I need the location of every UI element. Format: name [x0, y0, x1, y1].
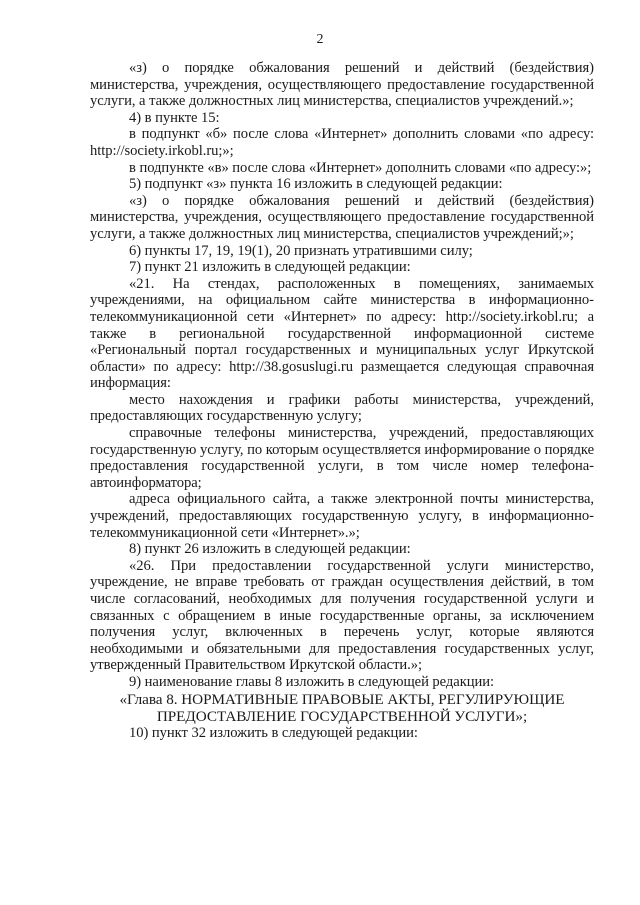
item-7-point-21: 7) пункт 21 изложить в следующей редакции: [129, 259, 411, 276]
document-body [90, 60, 594, 742]
point-26-new-text: «26. При предоставлении государственной услуги министерство, учреждение, не вправе требовать от граждан осуществления действий, в том числе согласований, необходимых для получения государственной услуги и связанных с обращением в иные государственные органы, за исключением получения услуг, включенных в перечень услуг, которые являются необходимыми и обязательными для предоставления государственных услуг, утвержденный Правительством Иркутской области.»; [90, 557, 594, 674]
item-8-point-26: 8) пункт 26 изложить в следующей редакции: [129, 541, 411, 558]
info-phone-numbers: справочные телефоны министерства, учреждений, предоставляющих государственную услугу, по которым осуществляется информирование о порядке предоставления государственной услуги, в том числе номер телефона-автоинформатора; [90, 425, 594, 491]
item-10-point-32: 10) пункт 32 изложить в следующей редакции: [129, 725, 418, 742]
item-4-point-15: 4) в пункте 15: [129, 109, 220, 126]
item-5-subpoint-z: 5) подпункт «з» пункта 16 изложить в следующей редакции: [129, 176, 503, 193]
info-location-schedule: место нахождения и графики работы министерства, учреждений, предоставляющих государственную услугу; [90, 391, 594, 425]
item-9-chapter-8-title: 9) наименование главы 8 изложить в следующей редакции: [129, 673, 495, 690]
point-21-new-text: «21. На стендах, расположенных в помещениях, занимаемых учреждениями, на официальном сайте министерства в информационно-телекоммуникационной сети «Интернет» по адресу: http://society.irkobl.ru; а также в региональной государственной информационной системе «Региональный портал государственных и муниципальных услуг Иркутской области» по адресу: http://38.gosuslugi.ru размещается следующая справочная информация: [90, 275, 594, 392]
chapter-8-heading: «Глава 8. НОРМАТИВНЫЕ ПРАВОВЫЕ АКТЫ, РЕГУЛИРУЮЩИЕ ПРЕДОСТАВЛЕНИЕ ГОСУДАРСТВЕННОЙ УСЛУГИ»; [119, 690, 565, 725]
item-6-repealed-points: 6) пункты 17, 19, 19(1), 20 признать утратившими силу; [129, 242, 473, 259]
page-number: 2 [316, 32, 324, 47]
info-website-email: адреса официального сайта, а также электронной почты министерства, учреждений, предоставляющих государственную услугу, в информационно-телекоммуникационной сети «Интернет».»; [90, 491, 594, 541]
subpoint-z-new-text: «з) о порядке обжалования решений и действий (бездействия) министерства, учреждения, осуществляющего предоставление государственной услуги, а также должностных лиц министерства, специалистов учреждений;»; [90, 192, 594, 242]
subitem-v-addition: в подпункте «в» после слова «Интернет» дополнить словами «по адресу:»; [129, 159, 592, 176]
subitem-b-addition: в подпункт «б» после слова «Интернет» дополнить словами «по адресу: http://society.irkobl.ru;»; [90, 126, 594, 159]
amendment-clause-z-quote: «з) о порядке обжалования решений и действий (бездействия) министерства, учреждения, осуществляющего предоставление государственной услуги, а также должностных лиц министерства, специалистов учреждений.»; [90, 60, 594, 110]
